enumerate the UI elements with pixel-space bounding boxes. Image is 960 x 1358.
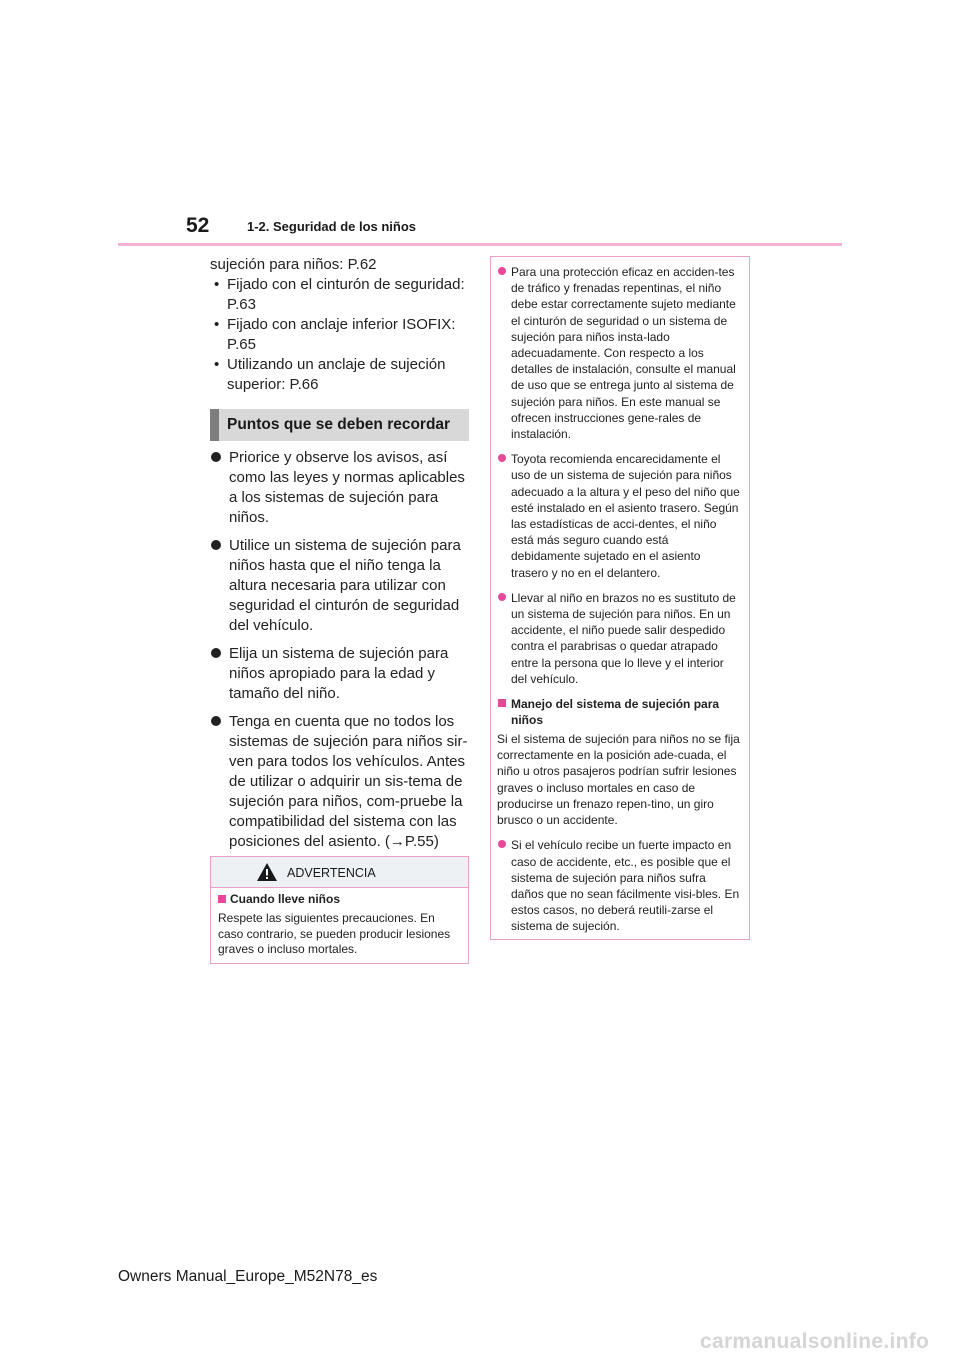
list-item xyxy=(497,590,741,687)
caution-box xyxy=(490,256,750,940)
caution-paragraph: Si el sistema de sujeción para niños no se fija correctamente en la posición ade-cuada, el niño u otros pasajeros podrían sufrir lesiones graves o incluso mortales en caso de producirse un frenazo repen-tino, un giro brusco o un accidente. xyxy=(497,732,740,828)
list-item xyxy=(497,264,741,442)
list-item: • Fijado con anclaje inferior ISOFIX: P.65 xyxy=(210,315,472,355)
list-item: • Fijado con el cinturón de seguridad: P.63 xyxy=(210,275,472,315)
bullet-dot-icon xyxy=(211,716,221,726)
square-bullet-icon xyxy=(498,699,506,707)
list-item xyxy=(210,712,472,852)
bullet-dot-icon xyxy=(498,840,506,848)
footer-text: Owners Manual_Europe_M52N78_es xyxy=(118,1268,378,1285)
bullet-dot-icon xyxy=(211,452,221,462)
warning-subheading-text: Cuando lleve niños xyxy=(230,892,341,906)
list-item xyxy=(497,451,741,581)
caution-subheading xyxy=(497,696,741,728)
item-text: Llevar al niño en brazos no es sustituto de un sistema de sujeción para niños. En un accidente, el niño puede salir despedido contra el parabrisas o quedar atrapado entre la persona que lo lleve y el interior del vehículo. xyxy=(511,590,736,686)
list-item xyxy=(497,837,741,934)
bullet-dot-icon xyxy=(498,454,506,462)
caution-subheading-text: Manejo del sistema de sujeción para niños xyxy=(511,697,720,728)
section-heading: Puntos que se deben recordar xyxy=(210,409,469,441)
item-text: Si el vehículo recibe un fuerte impacto en caso de accidente, etc., es posible que el sistema de sujeción para niños sufra daños que no sean fácilmente visi-bles. En estos casos, no deberá reutili-zarse el sistema de sujeción. xyxy=(511,838,740,934)
warning-triangle-icon xyxy=(256,862,278,882)
list-item xyxy=(210,644,472,704)
point-text: Utilice un sistema de sujeción para niños hasta que el niño tenga la altura necesaria para utilizar con seguridad el cinturón de seguridad del vehículo. xyxy=(229,537,461,634)
point-text: Priorice y observe los avisos, así como las leyes y normas aplicables a los sistemas de sujeción para niños. xyxy=(229,449,465,526)
square-bullet-icon xyxy=(218,895,226,903)
left-column xyxy=(210,255,472,395)
header-rule xyxy=(118,243,842,246)
warning-text: Respete las siguientes precauciones. En caso contrario, se pueden producir lesiones graves o incluso mortales. xyxy=(218,911,451,956)
bullet-dot-icon xyxy=(211,648,221,658)
point-text: Tenga en cuenta que no todos los sistemas de sujeción para niños sir-ven para todos los vehículos. Antes de utilizar o adquirir un sis-tema de sujeción para niños, com-pruebe la compatibilidad del sistema con las posiciones del asiento. (→P.55) xyxy=(229,713,468,850)
item-text: Para una protección eficaz en acciden-tes de tráfico y frenadas repentinas, el niño debe estar correctamente sujeto mediante el cinturón de seguridad o un sistema de sujeción para niños insta-lado adecuadamente. Con respecto a los detalles de instalación, consulte el manual de uso que se entrega junto al sistema de sujeción para niños. En este manual se ofrecen instrucciones gene-rales de instalación. xyxy=(511,265,736,442)
section-title: 1-2. Seguridad de los niños xyxy=(247,219,417,234)
list-item xyxy=(210,536,472,636)
warning-header xyxy=(211,857,468,888)
list-item xyxy=(210,448,472,528)
page-number: 52 xyxy=(186,214,210,237)
list-item: • Utilizando un anclaje de sujeción superior: P.66 xyxy=(210,355,472,395)
warning-subheading xyxy=(218,892,462,907)
points-list xyxy=(210,448,472,860)
point-text: Elija un sistema de sujeción para niños apropiado para la edad y tamaño del niño. xyxy=(229,645,449,702)
warning-box xyxy=(210,856,469,964)
bullet-dot-icon xyxy=(498,593,506,601)
warning-title: ADVERTENCIA xyxy=(287,866,376,880)
installation-methods-list xyxy=(210,275,472,395)
bullet-dot-icon xyxy=(498,267,506,275)
continuation-text: sujeción para niños: P.62 xyxy=(210,256,377,273)
item-text: Toyota recomienda encarecidamente el uso de un sistema de sujeción para niños adecuado a la altura y el peso del niño que esté instalado en el asiento trasero. Según las estadísticas de acci-dentes, el niño está más seguro cuando está debidamente sujetado en el asiento trasero y no en el delantero. xyxy=(511,452,740,580)
bullet-dot-icon xyxy=(211,540,221,550)
watermark: carmanualsonline.info xyxy=(700,1330,930,1353)
